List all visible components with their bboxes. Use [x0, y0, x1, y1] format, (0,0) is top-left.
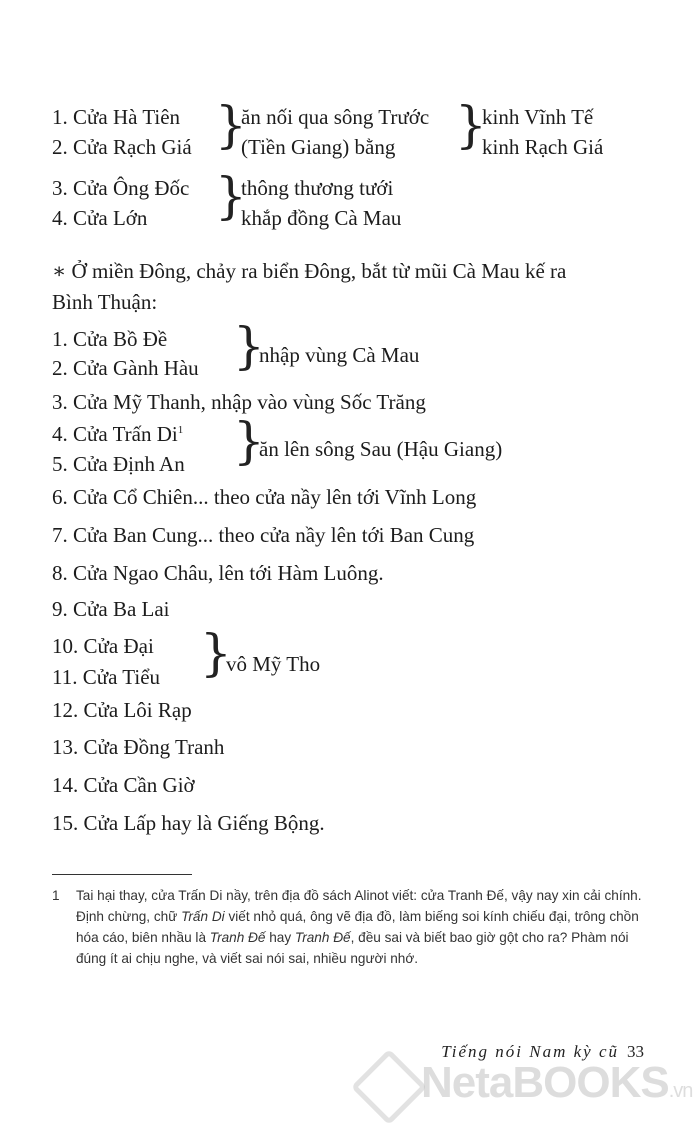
list-item: 3. Cửa Mỹ Thanh, nhập vào vùng Sốc Trăng	[52, 390, 426, 414]
description-text: (Tiền Giang) bằng	[241, 135, 396, 159]
brace: }	[455, 96, 487, 154]
group-note: vô Mỹ Tho	[226, 652, 321, 676]
paragraph-line: Bình Thuận:	[52, 290, 158, 314]
footnote	[52, 885, 652, 969]
brace: }	[233, 317, 265, 375]
list-item: 4. Cửa Lớn	[52, 206, 148, 230]
list-item: 10. Cửa Đại	[52, 634, 154, 658]
list-item: 8. Cửa Ngao Châu, lên tới Hàm Luông.	[52, 561, 384, 585]
description-text: khắp đồng Cà Mau	[241, 206, 402, 230]
list-item: 14. Cửa Cần Giờ	[52, 773, 195, 797]
page-number: 33	[627, 1042, 644, 1061]
footnote-text: Tai hại thay, cửa Trấn Di nầy, trên địa đồ sách Alinot viết: cửa Tranh Đế, vậy nay xin cải chính. Định chừng, chữ Trấn Di viết nhỏ quá, ông vẽ địa đồ, làm biếng soi kính chiếu đại, trông chồn hóa cáo, biên nhầu là Tranh Đế hay Tranh Đế, đều sai và biết bao giờ gột cho ra? Phàm nói đúng ít ai chịu nghe, và viết sai nói sai, nhiều người nhớ.	[76, 888, 642, 966]
watermark: NetaBOOKS.vn	[421, 1058, 693, 1107]
description-text: ăn nối qua sông Trước	[241, 105, 430, 129]
list-item: 2. Cửa Rạch Giá	[52, 135, 192, 159]
list-item: 2. Cửa Gành Hàu	[52, 356, 199, 380]
page-footer	[441, 1042, 644, 1062]
footnote-number: 1	[52, 888, 60, 903]
list-item: 7. Cửa Ban Cung... theo cửa nầy lên tới Ban Cung	[52, 523, 475, 547]
canal-name: kinh Rạch Giá	[482, 135, 604, 159]
brace: }	[215, 167, 247, 225]
list-item: 1. Cửa Hà Tiên	[52, 105, 181, 129]
footnote-marker: 1	[177, 424, 184, 436]
list-item: 5. Cửa Định An	[52, 452, 185, 476]
footnote-divider	[52, 874, 192, 875]
brace: }	[200, 624, 232, 682]
brace: }	[215, 96, 247, 154]
list-item: 3. Cửa Ông Đốc	[52, 176, 190, 200]
brace: }	[233, 412, 265, 470]
group-note: ăn lên sông Sau (Hậu Giang)	[259, 437, 503, 461]
paragraph-line: ∗ Ở miền Đông, chảy ra biển Đông, bắt từ mũi Cà Mau kế ra	[52, 259, 567, 283]
list-item: 15. Cửa Lấp hay là Giếng Bộng.	[52, 811, 325, 835]
list-item: 4. Cửa Trấn Di$^1$	[52, 422, 184, 446]
canal-name: kinh Vĩnh Tế	[482, 105, 594, 129]
book-title: Tiếng nói Nam kỳ cũ	[441, 1042, 619, 1061]
list-item: 1. Cửa Bồ Đề	[52, 327, 168, 351]
description-text: thông thương tưới	[241, 176, 394, 200]
list-item: 11. Cửa Tiểu	[52, 665, 161, 689]
group-note: nhập vùng Cà Mau	[259, 343, 420, 367]
list-item: 13. Cửa Đồng Tranh	[52, 735, 225, 759]
list-item: 9. Cửa Ba Lai	[52, 597, 170, 621]
list-item: 6. Cửa Cổ Chiên... theo cửa nầy lên tới Vĩnh Long	[52, 485, 477, 509]
list-item: 12. Cửa Lôi Rạp	[52, 698, 192, 722]
